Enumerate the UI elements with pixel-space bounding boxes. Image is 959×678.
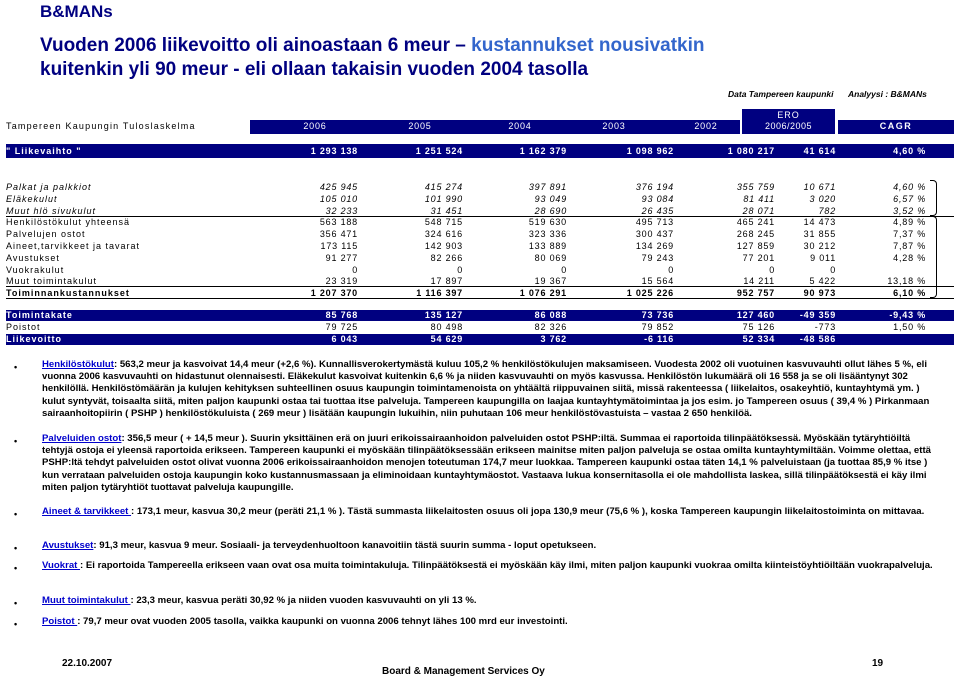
bullet-paragraph (42, 359, 942, 420)
cost-row (6, 241, 954, 252)
cell-2003: 495 713 (635, 217, 674, 228)
cell-2005: 415 274 (424, 182, 463, 192)
cell-cagr: 4,28 % (893, 252, 926, 263)
cost-row (6, 265, 954, 276)
cell-cagr: 1,50 % (893, 322, 926, 332)
cell-2006: 1 293 138 (310, 145, 358, 156)
cell-2002: 14 211 (743, 276, 775, 287)
cell-2004: 0 (561, 264, 567, 275)
cost-row (6, 194, 954, 205)
cell-ero: 30 212 (803, 241, 836, 251)
cell-cagr: -9,43 % (889, 310, 926, 320)
cell-2004: 3 762 (540, 334, 567, 344)
cell-2003: 134 269 (635, 241, 674, 251)
cell-2002: 127 460 (736, 310, 775, 320)
year-header-2005: 2005 (408, 121, 432, 131)
year-header-2004: 2004 (508, 121, 532, 131)
cell-2005: 324 616 (424, 229, 463, 240)
bullet-text: : 173,1 meur, kasvua 30,2 meur (peräti 21,1 % ). Tästä summasta liikelaitosten osuus oli jopa 130,9 meur (75,6 % ), koska Tampereen kaupungin liikelaitostoiminta on mittavaa. (131, 506, 925, 517)
bullet-text: : 23,3 meur, kasvua peräti 30,92 % ja niiden vuoden kasvuvauhti on yli 13 %. (130, 595, 477, 606)
cell-2005: 17 897 (430, 276, 463, 287)
cell-2006: 6 043 (331, 334, 358, 344)
cell-2002: 77 201 (742, 252, 775, 263)
cell-ero: -773 (814, 322, 836, 332)
cell-ero: -48 586 (799, 334, 836, 344)
bullet-paragraph (42, 616, 942, 628)
cell-cagr: 3,52 % (893, 205, 926, 216)
bullet-paragraph (42, 540, 942, 552)
cell-cagr: 4,60 % (893, 182, 926, 192)
cell-2003: 79 852 (641, 322, 674, 332)
row-label: Muut toimintakulut (6, 276, 98, 287)
cost-row (6, 253, 954, 264)
cell-2006: 356 471 (319, 229, 358, 240)
row-label: Palvelujen ostot (6, 229, 86, 240)
cell-ero: 782 (818, 205, 836, 216)
cell-2005: 31 451 (430, 205, 463, 216)
cell-2005: 54 629 (430, 334, 463, 344)
cell-2004: 323 336 (528, 229, 567, 240)
row-label: Henkilöstökulut yhteensä (6, 217, 131, 228)
cell-cagr: 4,89 % (893, 217, 926, 228)
bullet-keyword: Poistot (42, 616, 78, 627)
ero-period-label: 2006/2005 (764, 121, 813, 131)
bullet-marker: • (14, 362, 18, 372)
analysis-note: Analyysi : B&MANs (848, 89, 927, 99)
bullet-keyword: Henkilöstökulut (42, 359, 114, 370)
row-label: " Liikevaihto " (6, 145, 82, 156)
cell-2006: 425 945 (319, 182, 358, 192)
cell-2006: 32 233 (325, 205, 358, 216)
cell-2003: 15 564 (641, 276, 674, 287)
bullet-text: : Ei raportoida Tampereella erikseen vaan ovat osa muita toimintakuluja. Tilinpäätöksestä ei myöskään käy ilmi, miten paljon kaupunki vuokraa omilta kiinteistöyhtiöiltään vuokrapalveluja. (80, 560, 933, 571)
bullet-marker: • (14, 619, 18, 629)
poistot-row (6, 322, 954, 333)
cell-2006: 1 207 370 (310, 288, 358, 299)
cell-ero: 41 614 (803, 145, 836, 156)
bullet-paragraph (42, 595, 942, 607)
cell-2002: 355 759 (736, 182, 775, 192)
bullet-text: : 563,2 meur ja kasvoivat 14,4 meur (+2,6 %). Kunnallisverokertymästä kuluu 105,2 % henkilöstökulujen maksamiseen. Vuodesta 2002 oli vuotuinen kasvuvauhti ollut lähes 5 %, eli vuonna 2006 kasvuvauhti on hidastunut olennaisesti. Eläkekulut kasvoivat kuitenkin 6,6 % ja niiden kasvuvauhti on myös kasvussa. Henkilöstön lukumäärä oli 16 558 ja se oli lisääntynyt 302 henkilöllä. Henkilöstömäärän ja kulujen kehityksen suhteellinen osuus kaupungin toimintamenoista on yhtäältä riippuvainen siitä, missä rakenteessa ( liikelaitos, osakeyhtiö, kuntayhtymä ym. ) kulut syntyvät, toisaalta siitä, miten paljon kaupunki ostaa tai tuottaa itse palveluja. Tampereen kaupungilla on laajaa kuntayhtymätoimintaa ja jos esim. jo Tampereen osuus ( 39,4 % ) Pirkanmaan sairaanhoitopiirin ( PSHP ) henkilöstökuluista ( 269 meur ) lisätään kaupungin lukuihin, niin puhutaan 106 meur henkilöstövastuista – vastaa 2 650 henkilöä. (42, 359, 930, 419)
cell-2002: 952 757 (736, 288, 775, 299)
cell-2002: 28 071 (742, 205, 775, 216)
row-label: Palkat ja palkkiot (6, 182, 92, 192)
logo: B&MANs (40, 2, 113, 21)
bullet-text: : 79,7 meur ovat vuoden 2005 tasolla, vaikka kaupunki on vuonna 2006 tehnyt lähes 100 mrd eur investointi. (77, 616, 568, 627)
cell-cagr: 6,10 % (893, 288, 926, 299)
ero-label: ERO (777, 110, 800, 120)
cell-2003: 73 736 (641, 310, 674, 320)
cell-2006: 0 (352, 264, 358, 275)
bullet-marker: • (14, 598, 18, 608)
bullet-marker: • (14, 563, 18, 573)
row-label: Aineet,tarvikkeet ja tavarat (6, 241, 141, 251)
bullet-keyword: Aineet & tarvikkeet (42, 506, 132, 517)
cell-2005: 82 266 (430, 252, 463, 263)
revenue-row-values (6, 146, 954, 157)
bullet-paragraph (42, 560, 942, 572)
cell-ero: 5 422 (809, 276, 836, 287)
cell-2004: 80 069 (534, 252, 567, 263)
cell-2005: 548 715 (424, 217, 463, 228)
cell-2003: 79 243 (641, 252, 674, 263)
title-part-1: Vuoden 2006 liikevoitto oli ainoastaan 6 meur – (40, 35, 472, 56)
row-label: Eläkekulut (6, 193, 58, 204)
cell-ero: -49 359 (799, 310, 836, 320)
row-label: Toiminnankustannukset (6, 288, 130, 299)
row-label: Muut hlö sivukulut (6, 205, 97, 216)
bullet-text: : 91,3 meur, kasvua 9 meur. Sosiaali- ja terveydenhuoltoon kanavoitiin tästä suurin summa - loput opetukseen. (93, 540, 597, 551)
cost-row (6, 229, 954, 240)
cell-2002: 75 126 (742, 322, 775, 332)
row-label: Vuokrakulut (6, 264, 65, 275)
cell-cagr: 13,18 % (887, 276, 926, 287)
cell-2002: 81 411 (743, 193, 775, 204)
cell-ero: 14 473 (803, 217, 836, 228)
year-header-2006: 2006 (303, 121, 327, 131)
cell-2002: 465 241 (736, 217, 775, 228)
bullet-text: : 356,5 meur ( + 14,5 meur ). Suurin yksittäinen erä on juuri erikoissairaanhoidon palveluiden ostot PSHP:iltä. Summaa ei raportoida tilinpäätöksessä. Myöskään tytäryhtiöiltä tehtyjä ostoja ei yleensä raportoida erikseen. Tampereen kaupunki ei myöskään tilinpäätöksessään erikseen mainitse miten paljon palveluja se ostaa omilta kuntayhtymiltään. Voimme olettaa, että PSHP:ltä tehdyt palveluiden ostot olivat vuonna 2006 erikoissairaanhoidon menojen toteutuman 174,7 meur luokkaa. Tampereen kaupunki ostaa täten 14,1 % palveluistaan (ja tuottaa 85,9 % itse ) kun verrataan palveluiden ostoja kaupungin koko kustannusmassaan ja eliminoidaan kuntayhtymäostot. Vastaava lukua konsernitasolla ei ole mahdollista laskea, sillä tilinpäätöksestä ei käy ilmi miten paljon tytäryhtiöt tuottavat palveluja kaupungille. (42, 433, 931, 493)
cell-cagr: 4,60 % (893, 145, 926, 156)
cell-2004: 28 690 (534, 205, 567, 216)
cost-row (6, 206, 954, 217)
bracket-top (930, 180, 937, 216)
cell-2006: 91 277 (325, 252, 358, 263)
footer-page-number: 19 (872, 658, 884, 669)
cell-ero: 90 973 (803, 288, 836, 299)
cell-2006: 105 010 (319, 193, 358, 204)
cell-2002: 127 859 (736, 241, 775, 251)
bullet-paragraph (42, 433, 942, 494)
row-label: Poistot (6, 322, 41, 332)
cost-row (6, 182, 954, 193)
cost-row (6, 276, 954, 287)
cell-2006: 85 768 (325, 310, 358, 320)
bullet-paragraph (42, 506, 942, 518)
footer (0, 656, 959, 678)
cell-2004: 133 889 (528, 241, 567, 251)
cell-2004: 82 326 (534, 322, 567, 332)
cell-2005: 142 903 (424, 241, 463, 251)
liikevoitto-row (6, 334, 954, 345)
cell-2006: 563 188 (319, 217, 358, 228)
bullet-keyword: Muut toimintakulut (42, 595, 131, 606)
footer-date: 22.10.2007 (62, 658, 113, 669)
cell-cagr: 6,57 % (893, 193, 926, 204)
page-title (40, 34, 940, 82)
cell-ero: 9 011 (810, 252, 836, 263)
cell-2004: 1 162 379 (519, 145, 567, 156)
year-header-2002: 2002 (694, 121, 718, 131)
cell-2002: 0 (769, 264, 775, 275)
cell-2003: 1 025 226 (626, 288, 674, 299)
cell-2005: 101 990 (424, 193, 463, 204)
bullet-keyword: Palveluiden ostot (42, 433, 122, 444)
bullet-keyword: Avustukset (42, 540, 94, 551)
cell-2006: 173 115 (320, 241, 358, 251)
cagr-label: CAGR (879, 121, 913, 131)
cell-2003: 93 084 (641, 193, 674, 204)
data-source-note: Data Tampereen kaupunki (728, 89, 834, 99)
bracket-bottom (930, 216, 937, 298)
cell-2004: 19 367 (534, 276, 567, 287)
cell-2002: 1 080 217 (727, 145, 775, 156)
cell-2004: 397 891 (528, 182, 567, 192)
cell-2005: 1 251 524 (415, 145, 463, 156)
cell-2002: 52 334 (742, 334, 775, 344)
cell-2006: 79 725 (325, 322, 358, 332)
row-label: Toimintakate (6, 310, 73, 320)
cell-2003: 300 437 (635, 229, 674, 240)
cell-2005: 80 498 (430, 322, 463, 332)
cell-ero: 0 (830, 264, 836, 275)
bullet-marker: • (14, 509, 18, 519)
bullet-marker: • (14, 436, 18, 446)
footer-company: Board & Management Services Oy (382, 666, 545, 677)
bullet-keyword: Vuokrat (42, 560, 81, 571)
header-label: Tampereen Kaupungin Tuloslaskelma (6, 121, 196, 131)
cost-row (6, 217, 954, 228)
row-label: Liikevoitto (6, 334, 63, 344)
title-part-3: kuitenkin yli 90 meur (40, 59, 228, 80)
cell-2004: 86 088 (534, 310, 567, 320)
cell-2005: 0 (457, 264, 463, 275)
title-part-2: kustannukset nousivatkin (471, 35, 705, 56)
cell-cagr: 7,87 % (893, 241, 926, 251)
cell-ero: 31 855 (803, 229, 836, 240)
cell-2005: 135 127 (424, 310, 463, 320)
row-label: Avustukset (6, 252, 60, 263)
cost-row (6, 288, 954, 299)
bullet-marker: • (14, 543, 18, 553)
cell-2003: 376 194 (635, 182, 674, 192)
cell-2004: 1 076 291 (519, 288, 567, 299)
cell-2003: -6 116 (644, 334, 674, 344)
cell-2004: 93 049 (534, 193, 567, 204)
toimintakate-row (6, 310, 954, 321)
cell-2002: 268 245 (736, 229, 775, 240)
cell-2003: 0 (668, 264, 674, 275)
cell-ero: 10 671 (803, 182, 836, 192)
cell-ero: 3 020 (809, 193, 836, 204)
cell-cagr: 7,37 % (893, 229, 926, 240)
cell-2003: 1 098 962 (626, 145, 674, 156)
title-part-4: - eli ollaan takaisin vuoden 2004 tasolla (227, 59, 589, 80)
cell-2005: 1 116 397 (416, 288, 463, 299)
cell-2003: 26 435 (641, 205, 674, 216)
cell-2006: 23 319 (325, 276, 358, 287)
cell-2004: 519 630 (528, 217, 567, 228)
year-header-2003: 2003 (602, 121, 626, 131)
